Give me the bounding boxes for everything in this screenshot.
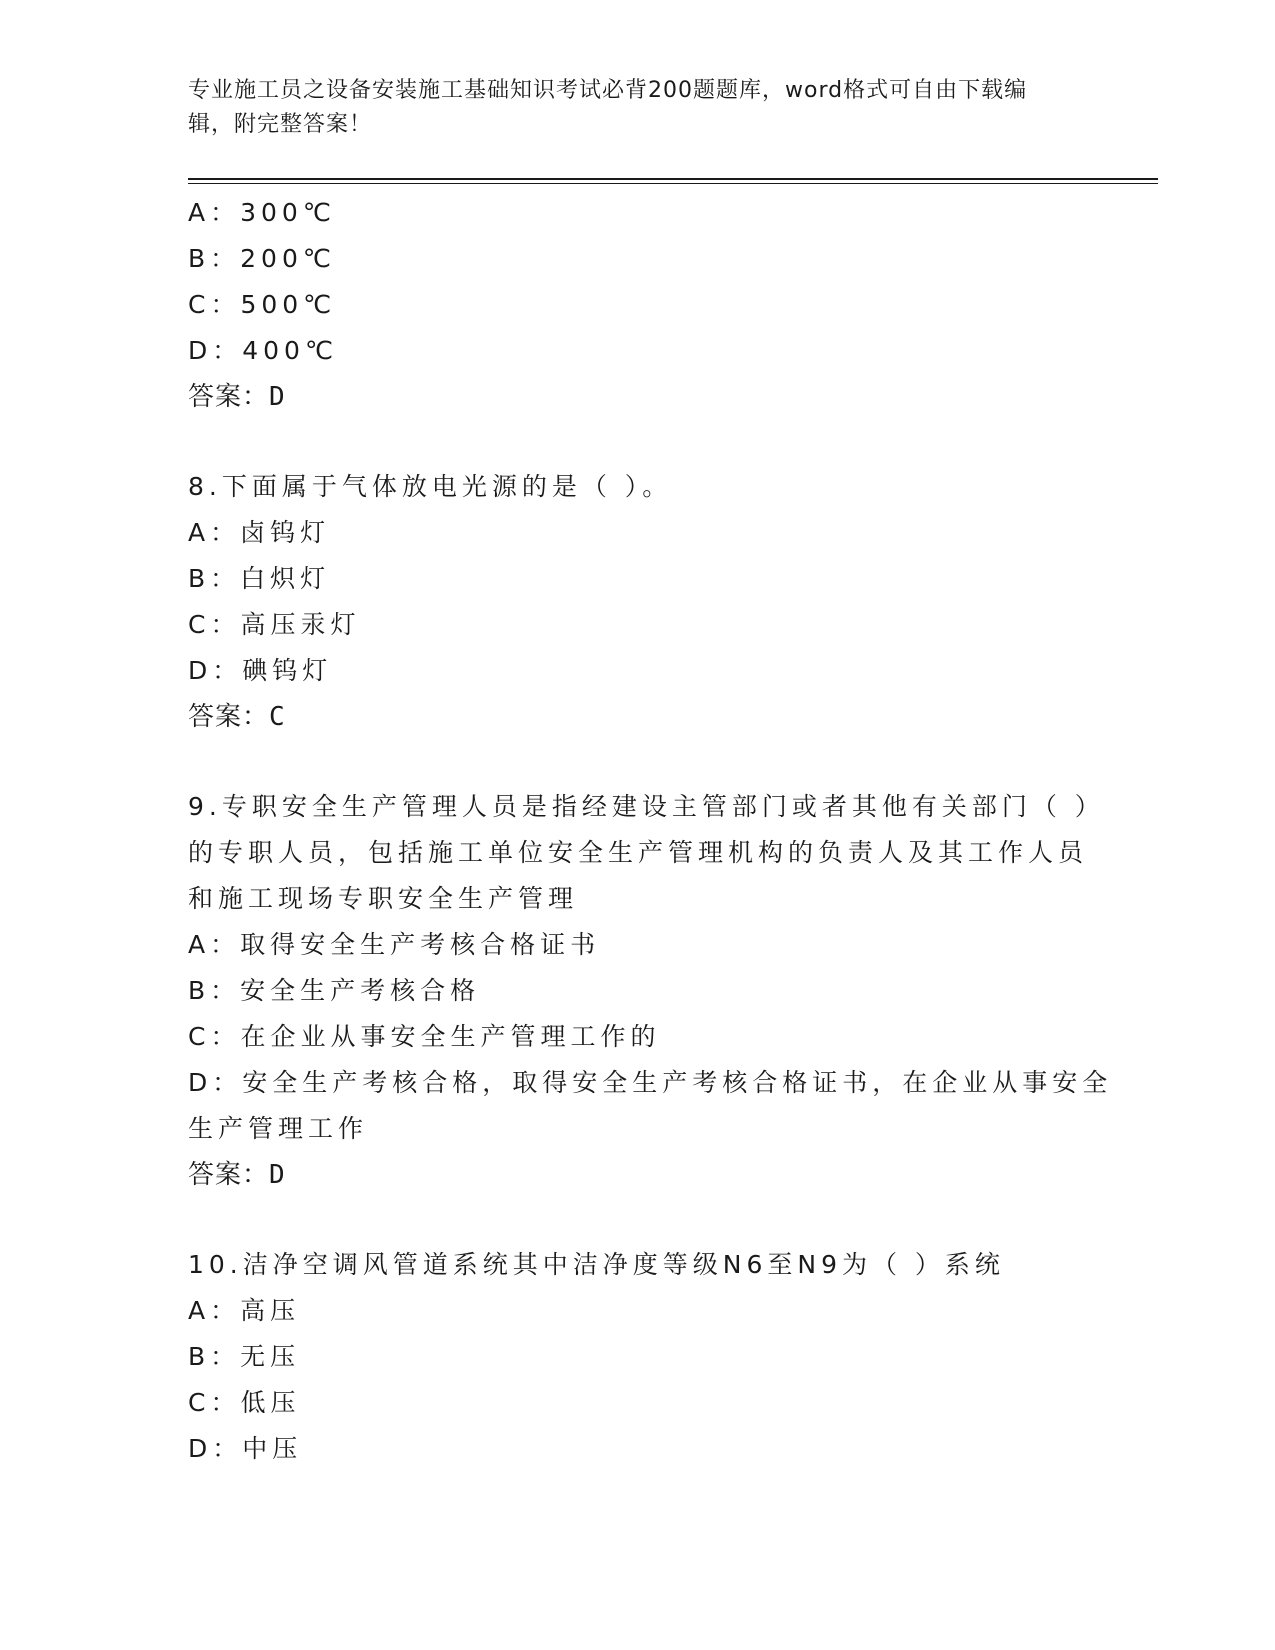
option-b: B：200℃ bbox=[188, 244, 336, 273]
option-d: D：碘钨灯 bbox=[188, 656, 333, 685]
answer-line: 答案：C bbox=[188, 702, 286, 732]
question-8 bbox=[188, 464, 1088, 740]
option-c: C：在企业从事安全生产管理工作的 bbox=[188, 1022, 661, 1051]
answer-line: 答案：D bbox=[188, 1160, 286, 1190]
question-stem: 10.洁净空调风管道系统其中洁净度等级N6至N9为（ ）系统 bbox=[188, 1250, 1005, 1279]
header-divider bbox=[188, 178, 1158, 180]
option-d: D：中压 bbox=[188, 1434, 303, 1463]
answer-line: 答案：D bbox=[188, 382, 286, 412]
question-10 bbox=[188, 1242, 1088, 1472]
question-stem-line-1: 9.专职安全生产管理人员是指经建设主管部门或者其他有关部门（ ） bbox=[188, 792, 1105, 821]
option-a: A：卤钨灯 bbox=[188, 518, 331, 547]
option-b: B：无压 bbox=[188, 1342, 301, 1371]
document-header: 专业施工员之设备安装施工基础知识考试必背200题题库，word格式可自由下载编辑，附完整答案！ bbox=[188, 78, 1028, 137]
option-a: A：高压 bbox=[188, 1296, 301, 1325]
option-d-line-2: 生产管理工作 bbox=[188, 1114, 369, 1143]
option-a: A：300℃ bbox=[188, 198, 336, 227]
question-stem-line-3: 和施工现场专职安全生产管理 bbox=[188, 884, 579, 913]
option-c: C：500℃ bbox=[188, 290, 337, 319]
option-c: C：低压 bbox=[188, 1388, 301, 1417]
option-c: C：高压汞灯 bbox=[188, 610, 361, 639]
option-b: B：白炽灯 bbox=[188, 564, 331, 593]
option-a: A：取得安全生产考核合格证书 bbox=[188, 930, 601, 959]
question-9 bbox=[188, 784, 1113, 1198]
header-divider-thin bbox=[188, 183, 1158, 184]
question-7 bbox=[188, 190, 1088, 420]
option-d-line-1: D：安全生产考核合格，取得安全生产考核合格证书，在企业从事安全 bbox=[188, 1068, 1113, 1097]
option-b: B：安全生产考核合格 bbox=[188, 976, 481, 1005]
option-d: D：400℃ bbox=[188, 336, 339, 365]
question-list bbox=[188, 190, 1113, 1472]
question-stem: 8.下面属于气体放电光源的是（ ）。 bbox=[188, 472, 673, 501]
question-stem-line-2: 的专职人员，包括施工单位安全生产管理机构的负责人及其工作人员 bbox=[188, 838, 1089, 867]
